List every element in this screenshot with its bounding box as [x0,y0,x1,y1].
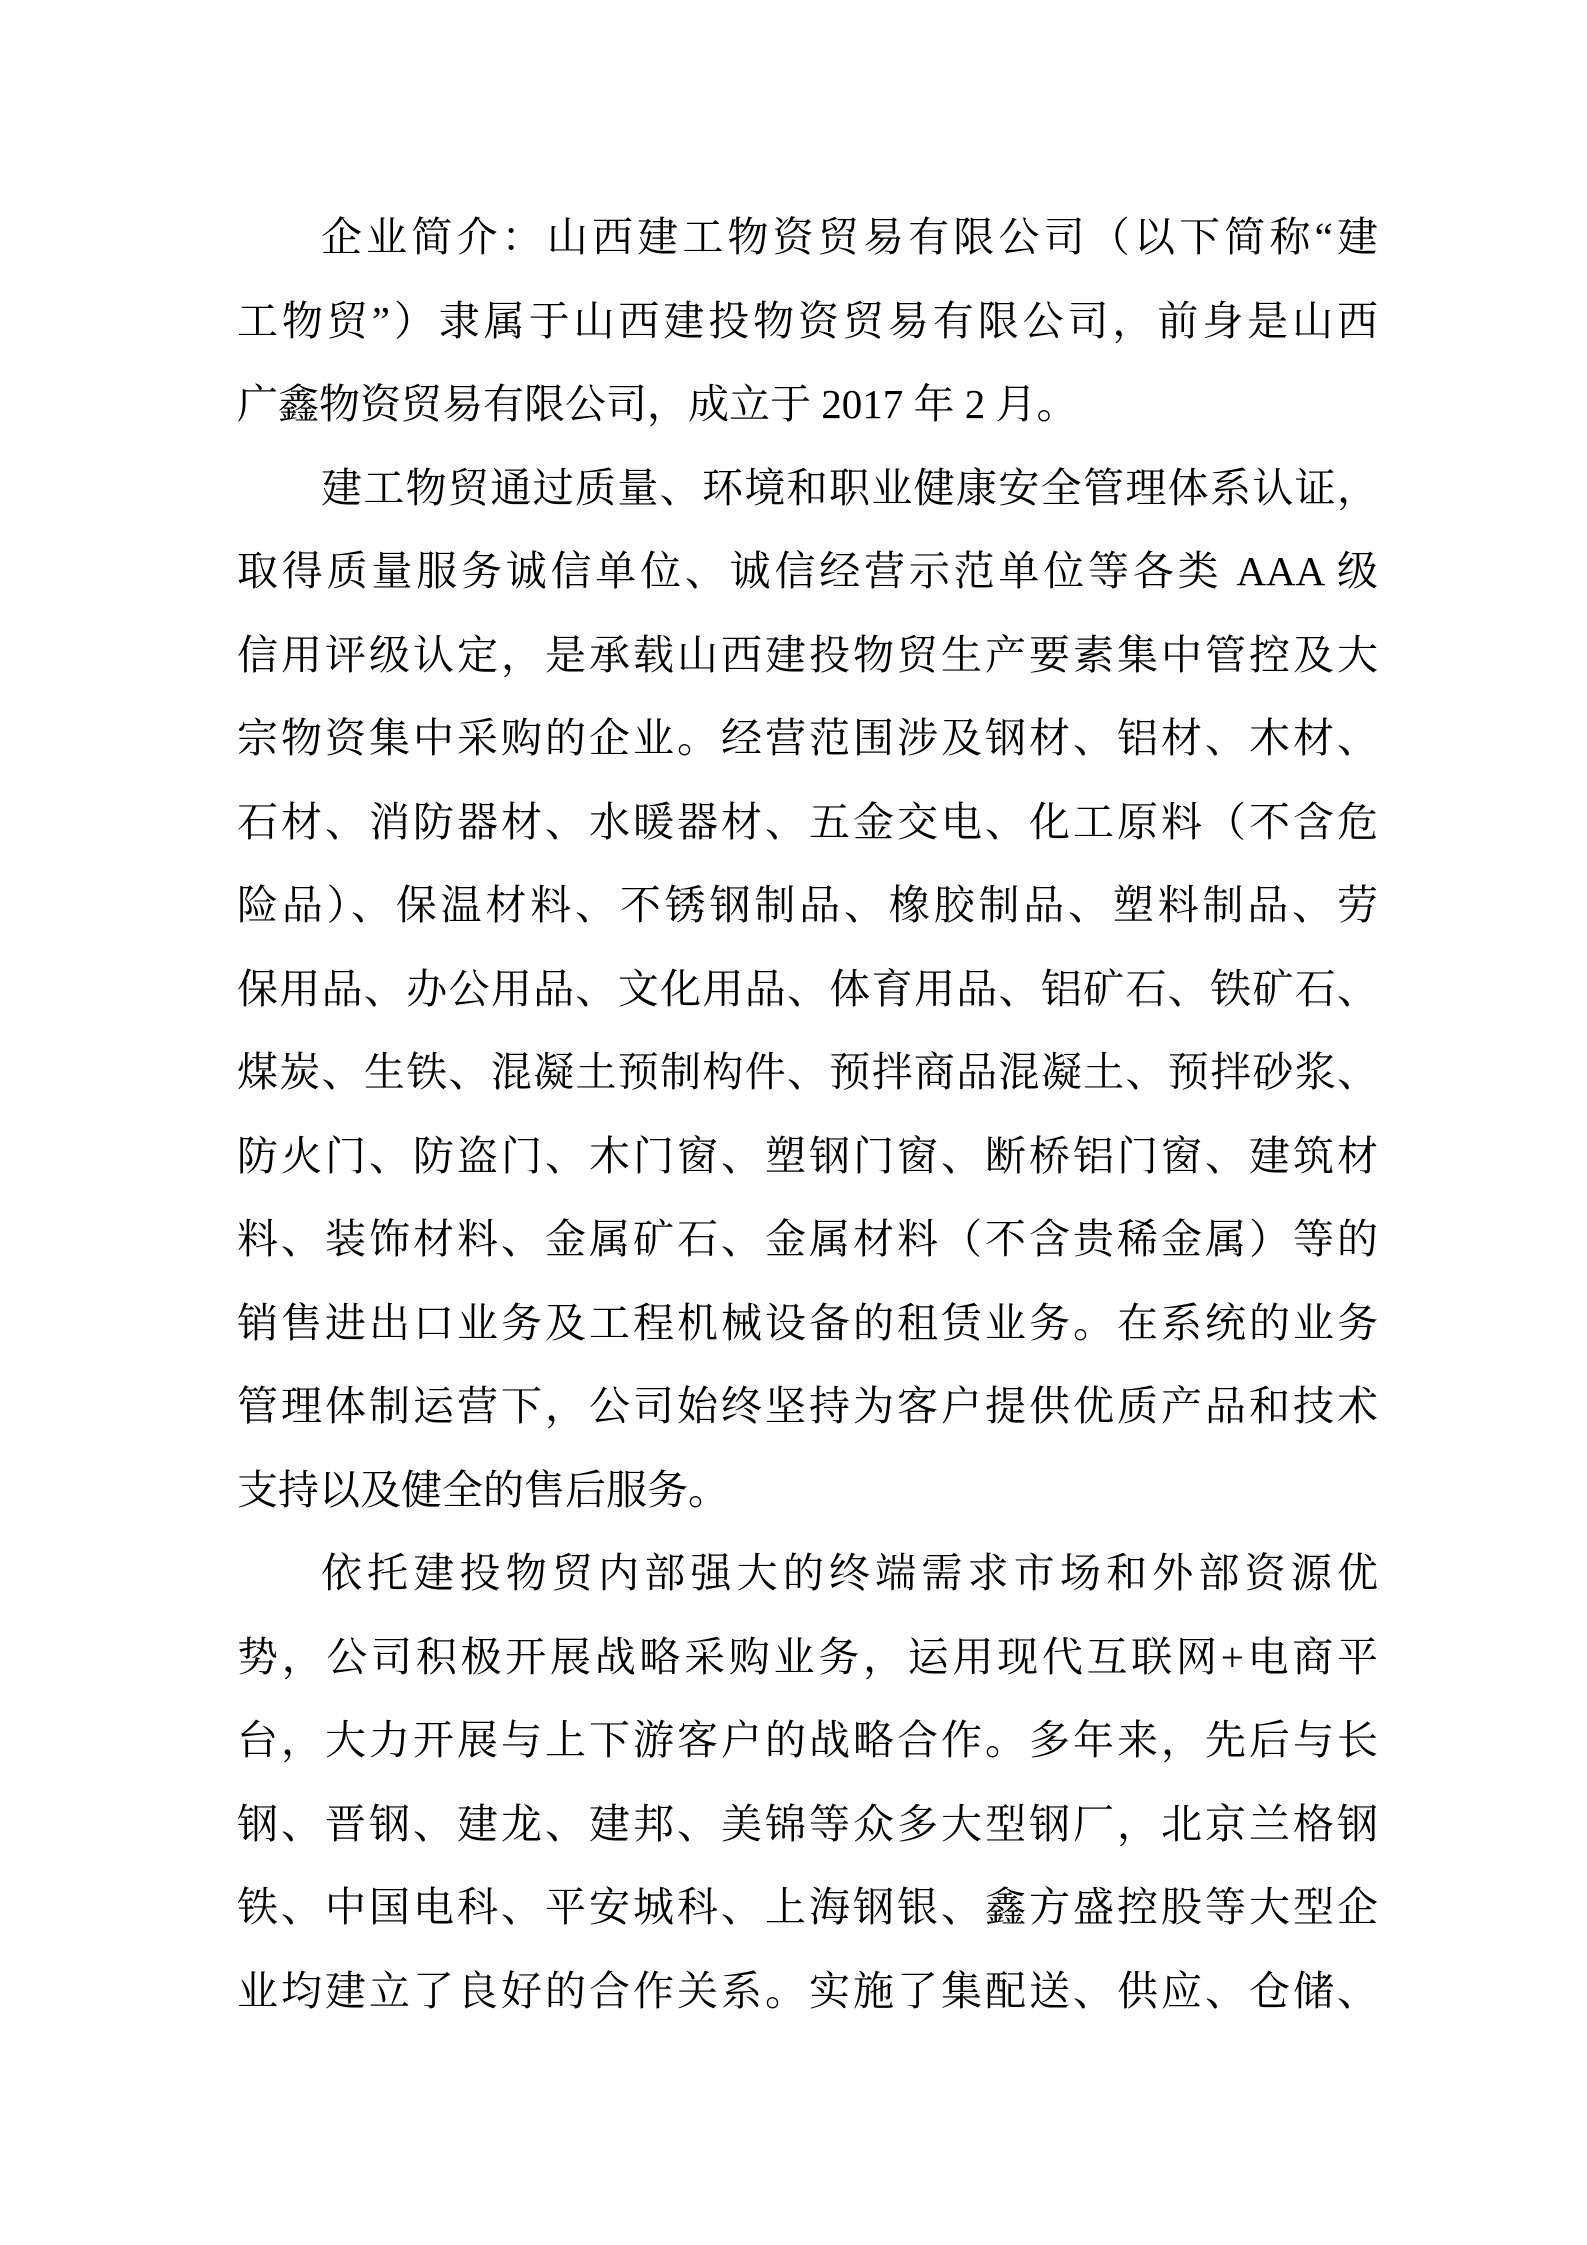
paragraph [237,1532,1378,2033]
text-line: 信用评级认定，是承载山西建投物贸生产要素集中管控及大 [237,631,1378,678]
text-line: 建工物贸通过质量、环境和职业健康安全管理体系认证， [321,464,1378,511]
text-line: 业均建立了良好的合作关系。实施了集配送、供应、仓储、 [237,1967,1378,2014]
text-line: 销售进出口业务及工程机械设备的租赁业务。在系统的业务 [237,1299,1378,1346]
text-line: 取得质量服务诚信单位、诚信经营示范单位等各类 AAA 级 [237,548,1378,594]
text-line: 台，大力开展与上下游客户的战略合作。多年来，先后与长 [237,1717,1378,1763]
text-line: 煤炭、生铁、混凝土预制构件、预拌商品混凝土、预拌砂浆、 [237,1049,1378,1095]
paragraph [237,196,1378,447]
text-line: 势，公司积极开展战略采购业务，运用现代互联网+电商平 [237,1633,1378,1680]
text-line: 宗物资集中采购的企业。经营范围涉及钢材、铝材、木材、 [237,715,1378,761]
text-line: 保用品、办公用品、文化用品、体育用品、铝矿石、铁矿石、 [237,965,1378,1012]
text-line: 管理体制运营下，公司始终坚持为客户提供优质产品和技术 [237,1383,1378,1429]
paragraph [237,447,1378,1533]
text-line: 铁、中国电科、平安城科、上海钢银、鑫方盛控股等大型企 [237,1884,1378,1930]
text-line: 支持以及健全的售后服务。 [237,1466,729,1513]
text-line: 企业简介：山西建工物资贸易有限公司（以下简称“建 [321,214,1378,260]
text-line: 钢、晋钢、建龙、建邦、美锦等众多大型钢厂，北京兰格钢 [237,1800,1378,1847]
document-text [237,196,1378,2033]
text-line: 防火门、防盗门、木门窗、塑钢门窗、断桥铝门窗、建筑材 [237,1132,1378,1179]
text-line: 广鑫物资贸易有限公司，成立于 2017 年 2 月。 [237,381,1078,427]
text-line: 依托建投物贸内部强大的终端需求市场和外部资源优 [321,1550,1378,1596]
text-line: 工物贸”）隶属于山西建投物资贸易有限公司，前身是山西 [237,297,1378,344]
text-line: 料、装饰材料、金属矿石、金属材料（不含贵稀金属）等的 [237,1216,1378,1262]
text-line: 石材、消防器材、水暖器材、五金交电、化工原料（不含危 [237,798,1378,845]
text-line: 险品）、保温材料、不锈钢制品、橡胶制品、塑料制品、劳 [237,882,1378,928]
